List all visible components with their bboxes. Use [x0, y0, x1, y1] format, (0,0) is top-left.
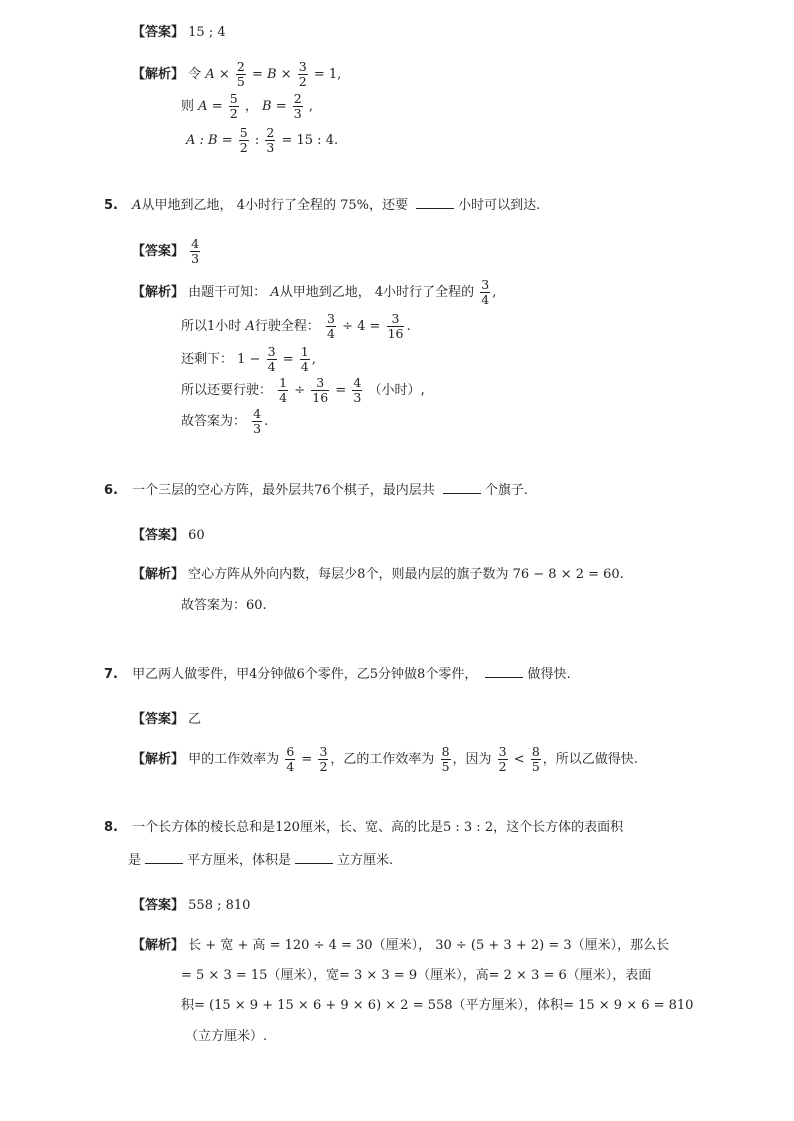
fraction: $\frac{1}{4}$ [300, 344, 309, 374]
q4-analysis-line-2: 则 A = $\frac{5}{2}$ ， B = $\frac{2}{3}$ , [181, 91, 313, 121]
q8-answer-line [132, 899, 250, 912]
question-number: 8. [104, 820, 118, 835]
fraction: $\frac{5}{2}$ [239, 125, 248, 155]
fraction: $\frac{3}{2}$ [498, 744, 507, 774]
answer-label: 【答案】 [132, 25, 185, 40]
q5-answer-line [132, 237, 202, 266]
answer-label: 【答案】 [132, 244, 185, 259]
q8-analysis-line-1: 【解析】 长 + 宽 + 高 = 120 ÷ 4 = 30（厘米）， 30 ÷ (5 + 3 + 2) = 3（厘米），那么长 [132, 938, 670, 953]
q8-stem-line-1: 8. 一个长方体的棱长总和是120厘米，长、宽、高的比是5 : 3 : 2，这个长方体的表面积 [104, 820, 624, 835]
q5-answer-fraction: $\frac{4}{3}$ [191, 236, 200, 266]
answer-blank [145, 852, 183, 864]
q6-answer-line [132, 529, 205, 542]
analysis-label: 【解析】 [132, 567, 185, 582]
fraction: $\frac{3}{2}$ [319, 744, 328, 774]
analysis-label: 【解析】 [132, 938, 185, 953]
q8-analysis-line-3: 积= (15 × 9 + 15 × 6 + 9 × 6) × 2 = 558（平方厘米），体积= 15 × 9 × 6 = 810 [181, 998, 694, 1013]
q7-answer: 乙 [188, 712, 202, 727]
q8-answer: 558 ; 810 [188, 898, 251, 913]
answer-blank [485, 666, 523, 678]
fraction: $\frac{2}{3}$ [266, 125, 275, 155]
q5-analysis-line-2: 所以1小时 A行驶全程： $\frac{3}{4}$ ÷ 4 = $\frac{3}{16}$ . [181, 311, 411, 341]
q5-analysis-line-3: 还剩下： 1 − $\frac{3}{4}$ = $\frac{1}{4}$ , [181, 344, 316, 374]
answer-blank [416, 197, 454, 209]
fraction: $\frac{5}{2}$ [229, 91, 238, 121]
question-number: 6. [104, 483, 118, 498]
answer-label: 【答案】 [132, 898, 185, 913]
answer-label: 【答案】 [132, 528, 185, 543]
q5-analysis-line-4: 所以还要行驶： $\frac{1}{4}$ ÷ $\frac{3}{16}$ = $\frac{4}{3}$ （小时）, [181, 375, 425, 405]
q5-analysis-line-5: 故答案为： $\frac{4}{3}$ . [181, 406, 269, 436]
fraction: $\frac{3}{16}$ [387, 311, 404, 341]
fraction: $\frac{3}{2}$ [298, 59, 307, 89]
fraction: $\frac{3}{4}$ [267, 344, 276, 374]
q7-stem: 7. 甲乙两人做零件，甲4分钟做6个零件，乙5分钟做8个零件， 做得快. [104, 667, 571, 682]
answer-blank [295, 852, 333, 864]
q6-analysis-line-2: 故答案为：60. [181, 598, 267, 613]
q4-answer-line [132, 26, 226, 39]
analysis-label: 【解析】 [132, 67, 185, 82]
fraction: $\frac{3}{4}$ [327, 311, 335, 341]
answer-blank [443, 482, 481, 494]
fraction: $\frac{3}{4}$ [481, 277, 490, 307]
q5-analysis-line-1: 【解析】 由题干可知： A从甲地到乙地， 4小时行了全程的 $\frac{3}{4}$ , [132, 277, 497, 307]
q8-stem-line-2: 是 平方厘米，体积是 立方厘米. [128, 853, 394, 868]
q8-analysis-line-4: （立方厘米）. [185, 1029, 268, 1044]
question-number: 5. [104, 198, 118, 213]
q4-answer: 15 ; 4 [188, 25, 226, 40]
q4-analysis-line-1: 【解析】 令 A × $\frac{2}{5}$ = B × $\frac{3}{2}$ = 1, [132, 59, 342, 89]
fraction: $\frac{1}{4}$ [279, 375, 288, 405]
fraction: $\frac{2}{3}$ [293, 91, 302, 121]
analysis-label: 【解析】 [132, 752, 185, 767]
fraction: $\frac{8}{5}$ [531, 744, 540, 774]
fraction: $\frac{3}{16}$ [312, 375, 329, 405]
fraction: $\frac{2}{5}$ [236, 59, 245, 89]
q4-analysis-line-3: A : B = $\frac{5}{2}$ : $\frac{2}{3}$ = 15 : 4. [186, 125, 339, 155]
question-number: 7. [104, 667, 118, 682]
fraction: $\frac{6}{4}$ [286, 744, 295, 774]
fraction: $\frac{4}{3}$ [253, 406, 262, 436]
analysis-label: 【解析】 [132, 285, 185, 300]
q7-analysis-line-1: 【解析】 甲的工作效率为 $\frac{6}{4}$ = $\frac{3}{2}$ ，乙的工作效率为 $\frac{8}{5}$ ，因为 $\frac{3}{2}$ < $\frac{8}{5}$ ，所以乙做得快. [132, 744, 638, 774]
fraction: $\frac{4}{3}$ [353, 375, 362, 405]
q7-answer-line [132, 713, 201, 726]
q6-stem: 6. 一个三层的空心方阵，最外层共76个棋子，最内层共 个旗子. [104, 483, 528, 498]
q6-analysis-line-1: 【解析】 空心方阵从外向内数，每层少8个，则最内层的旗子数为 76 − 8 × 2 = 60. [132, 567, 624, 582]
fraction: $\frac{8}{5}$ [441, 744, 450, 774]
q8-analysis-line-2: = 5 × 3 = 15（厘米），宽= 3 × 3 = 9（厘米），高= 2 × 3 = 6（厘米），表面 [181, 968, 652, 983]
answer-label: 【答案】 [132, 712, 185, 727]
q6-answer: 60 [188, 528, 205, 543]
q5-stem: 5. A从甲地到乙地， 4小时行了全程的 75%，还要 小时可以到达. [104, 198, 541, 213]
